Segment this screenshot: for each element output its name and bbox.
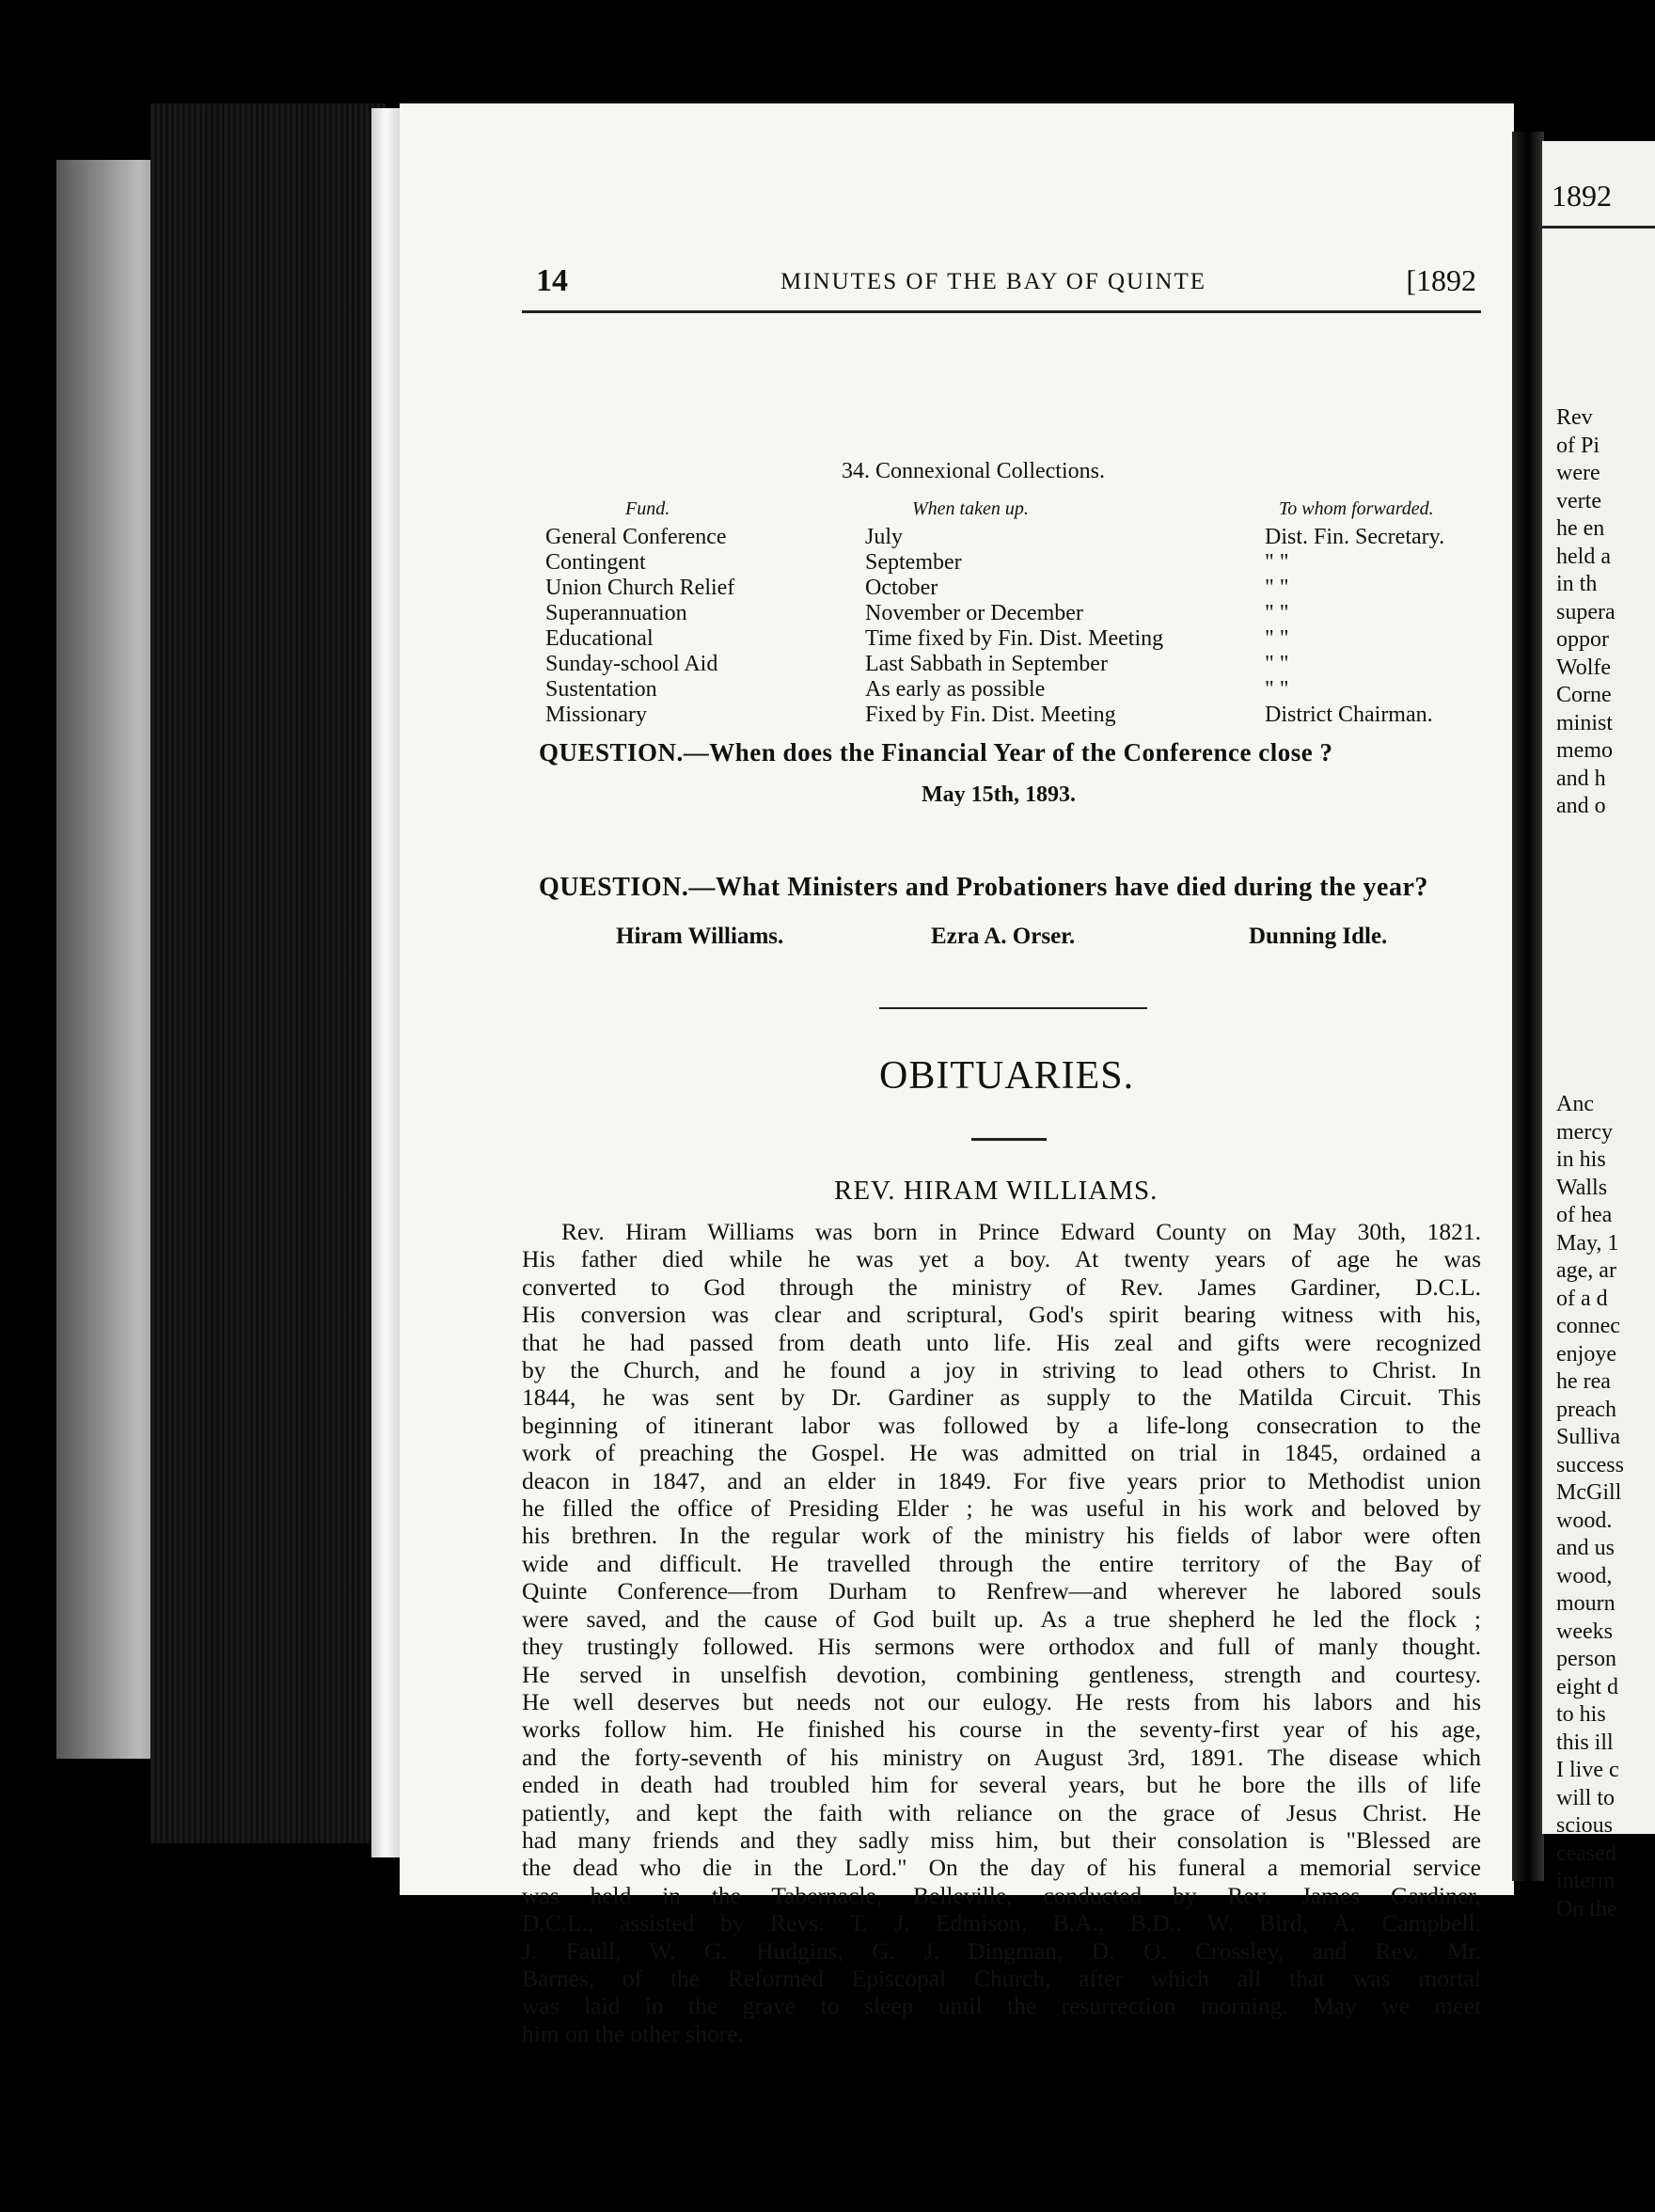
collections-title: 34. Connexional Collections. [842,459,1105,483]
obituary-line: he filled the office of Presiding Elder ; he was useful in his work and beloved by [522,1494,1481,1523]
fragment-line: memo [1556,738,1613,763]
fragment-line: in th [1556,572,1598,596]
fragment-line: scious [1556,1813,1613,1838]
fragment-line: he rea [1556,1369,1611,1394]
fragment-line: were [1556,461,1600,485]
obituary-line: were saved, and the cause of God built up. As a true shepherd he led the flock ; [522,1604,1481,1633]
collection-when: Last Sabbath in September [865,652,1108,676]
obituary-line: His conversion was clear and scriptural, God's spirit bearing witness with his, [522,1301,1481,1329]
fragment-line: Rev [1556,405,1593,430]
collection-row [545,652,1486,677]
fragment-line: oppor [1556,627,1609,652]
collection-fund: Union Church Relief [545,576,735,600]
collection-forwarded-to: District Chairman. [1265,703,1433,727]
obituary-subheading: REV. HIRAM WILLIAMS. [834,1176,1158,1206]
fragment-line: On the [1556,1896,1617,1921]
obituary-line: and the forty-seventh of his ministry on August 3rd, 1891. The disease which [522,1743,1481,1771]
question-deceased-ministers: QUESTION.—What Ministers and Probationers have died during the year? [539,873,1428,902]
obituary-line: beginning of itinerant labor was followed by a life-long consecration to the [522,1411,1481,1439]
obituary-line: Quinte Conference—from Durham to Renfrew—and wherever he labored souls [522,1577,1481,1605]
fragment-line: Wolfe [1556,655,1612,680]
answer-financial-year: May 15th, 1893. [922,782,1076,807]
fragment-line: success [1556,1452,1624,1477]
collection-row [545,703,1486,728]
collection-fund: Sunday-school Aid [545,652,718,676]
obituary-line: work of preaching the Gospel. He was admitted on trial in 1845, ordained a [522,1439,1481,1467]
fragment-line: of hea [1556,1203,1613,1227]
book-page-left [400,103,1514,2047]
obituary-line: deacon in 1847, and an elder in 1849. For five years prior to Methodist union [522,1466,1481,1494]
col-when-header: When taken up. [912,498,1029,519]
collection-row [545,576,1486,601]
deceased-name: Dunning Idle. [1249,924,1388,949]
book-edge-left [56,160,160,1759]
book-binding [150,103,386,1843]
obituary-line: patiently, and kept the faith with reliance on the grace of Jesus Christ. He [522,1798,1481,1826]
fragment-line: supera [1556,599,1616,624]
fragment-line: he en [1556,516,1605,541]
fragment-line: May, 1 [1556,1230,1619,1256]
obituary-line: 1844, he was sent by Dr. Gardiner as supply to the Matilda Circuit. This [522,1383,1481,1412]
fragment-line: eight d [1556,1674,1618,1699]
obituary-line: ended in death had troubled him for several years, but he bore the ills of life [522,1771,1481,1799]
obituary-line: He served in unselfish devotion, combining gentleness, strength and courtesy. [522,1660,1481,1688]
obituary-line: D.C.L., assisted by Revs. T. J. Edmison, B.A., B.D., W. Bird, A. Campbell, [522,1909,1481,1937]
fragment-line: preach [1556,1397,1616,1422]
collection-when: Time fixed by Fin. Dist. Meeting [865,626,1164,651]
collection-fund: General Conference [545,525,727,549]
deceased-name: Hiram Williams. [616,924,784,949]
running-title: MINUTES OF THE BAY OF QUINTE [780,269,1207,294]
obituary-line: Rev. Hiram Williams was born in Prince Edward County on May 30th, 1821. [561,1218,1481,1245]
book-page-right [1542,141,1655,1921]
running-head [536,263,1476,310]
collection-when: Fixed by Fin. Dist. Meeting [865,703,1116,727]
collection-when: September [865,550,962,575]
col-to-header: To whom forwarded. [1279,498,1434,519]
collection-row [545,550,1486,576]
fragment-line: of Pi [1556,433,1600,458]
fragment-line: this ill [1556,1730,1614,1755]
obituary-line: was held in the Tabernacle, Belleville, conducted by Rev. James Gardiner, [522,1881,1481,1909]
fragment-line: person [1556,1647,1616,1671]
fragment-line: interm [1556,1869,1616,1893]
obituary-line: works follow him. He finished his course in the seventy-first year of his age, [522,1715,1481,1744]
obituary-line: they trustingly followed. His sermons were orthodox and full of manly thought. [522,1633,1481,1661]
collection-forwarded-to: " " [1265,550,1289,575]
running-year: [1892 [1406,263,1476,297]
obituary-line: Barnes, of the Reformed Episcopal Church, after which all that was mortal [522,1964,1481,1992]
collection-fund: Educational [545,626,654,651]
obituary-line: wide and difficult. He travelled through the entire territory of the Bay of [522,1549,1481,1577]
fragment-line: weeks [1556,1619,1613,1644]
obituary-line: had many friends and they sadly miss him, but their consolation is "Blessed are [522,1825,1481,1854]
obituary-body [522,1218,1481,2047]
fragment-line: to his [1556,1702,1606,1727]
collection-fund: Superannuation [545,601,687,625]
fragment-line: and h [1556,766,1606,791]
fragment-line: Walls [1556,1175,1608,1200]
fragment-line: and us [1556,1536,1615,1560]
fragment-line: connec [1556,1314,1620,1338]
right-page-fragment-bottom [1556,1091,1624,1923]
collection-row [545,525,1486,550]
fragment-line: wood, [1556,1563,1613,1588]
right-page-year: 1892 [1552,179,1612,213]
page-number: 14 [536,263,568,298]
fragment-line: mourn [1556,1591,1616,1616]
collection-when: October [865,576,938,600]
fragment-line: enjoye [1556,1341,1616,1367]
collection-row [545,626,1486,652]
fragment-line: minist [1556,710,1614,735]
fragment-line: verte [1556,488,1601,514]
collection-forwarded-to: " " [1265,576,1289,600]
collections-table [545,525,1486,728]
obituary-line: the dead who die in the Lord." On the day of his funeral a memorial service [522,1854,1481,1882]
collection-fund: Sustentation [545,677,657,702]
collection-forwarded-to: Dist. Fin. Secretary. [1265,525,1445,549]
fragment-line: Anc [1556,1092,1594,1116]
fragment-line: of a d [1556,1286,1608,1311]
obituaries-heading: OBITUARIES. [879,1054,1135,1098]
fragment-line: held a [1556,544,1611,569]
header-rule [522,310,1481,313]
page-edge-stripe [371,108,400,1857]
fragment-line: mercy [1556,1119,1613,1145]
heading-rule [971,1138,1047,1141]
fragment-line: wood. [1556,1508,1613,1533]
section-divider [879,1007,1147,1009]
question-financial-year: QUESTION.—When does the Financial Year of the Conference close ? [539,738,1333,766]
collection-when: November or December [865,601,1083,625]
right-page-fragment-top [1556,404,1616,821]
deceased-name: Ezra A. Orser. [931,924,1076,949]
obituary-line: was laid in the grave to sleep until the resurrection morning. May we meet [522,1992,1481,2020]
fragment-line: Corne [1556,683,1612,707]
collection-forwarded-to: " " [1265,601,1289,625]
fragment-line: ceased [1556,1841,1616,1866]
right-header-rule [1542,226,1655,229]
collection-fund: Missionary [545,703,647,727]
fragment-line: I live c [1556,1758,1619,1782]
obituary-line: converted to God through the ministry of Rev. James Gardiner, D.C.L. [522,1272,1481,1301]
obituary-line: him on the other shore. [522,2019,744,2047]
obituary-line: by the Church, and he found a joy in striving to lead others to Christ. In [522,1356,1481,1384]
obituary-line: His father died while he was yet a boy. At twenty years of age he was [522,1245,1481,1273]
fragment-line: Sulliva [1556,1425,1621,1449]
book-gutter [1512,132,1544,1881]
collection-row [545,601,1486,626]
collection-forwarded-to: " " [1265,652,1289,676]
obituary-line: J. Faull, W. G. Hudgins, G. J. Dingman, D. O. Crossley, and Rev. Mr. [522,1936,1481,1965]
fragment-line: age, ar [1556,1258,1616,1283]
fragment-line: in his [1556,1147,1606,1172]
fragment-line: McGill [1556,1480,1622,1505]
collection-forwarded-to: " " [1265,677,1289,702]
collection-row [545,677,1486,703]
collection-fund: Contingent [545,550,646,575]
fragment-line: and o [1556,794,1606,818]
obituary-line: that he had passed from death unto life. His zeal and gifts were recognized [522,1328,1481,1356]
collection-when: July [865,525,904,549]
col-fund-header: Fund. [625,498,670,519]
collection-forwarded-to: " " [1265,626,1289,651]
fragment-line: will to [1556,1785,1616,1810]
obituary-line: his brethren. In the regular work of the ministry his fields of labor were often [522,1522,1481,1550]
obituary-line: He well deserves but needs not our eulogy. He rests from his labors and his [522,1687,1481,1715]
collection-when: As early as possible [865,677,1046,702]
